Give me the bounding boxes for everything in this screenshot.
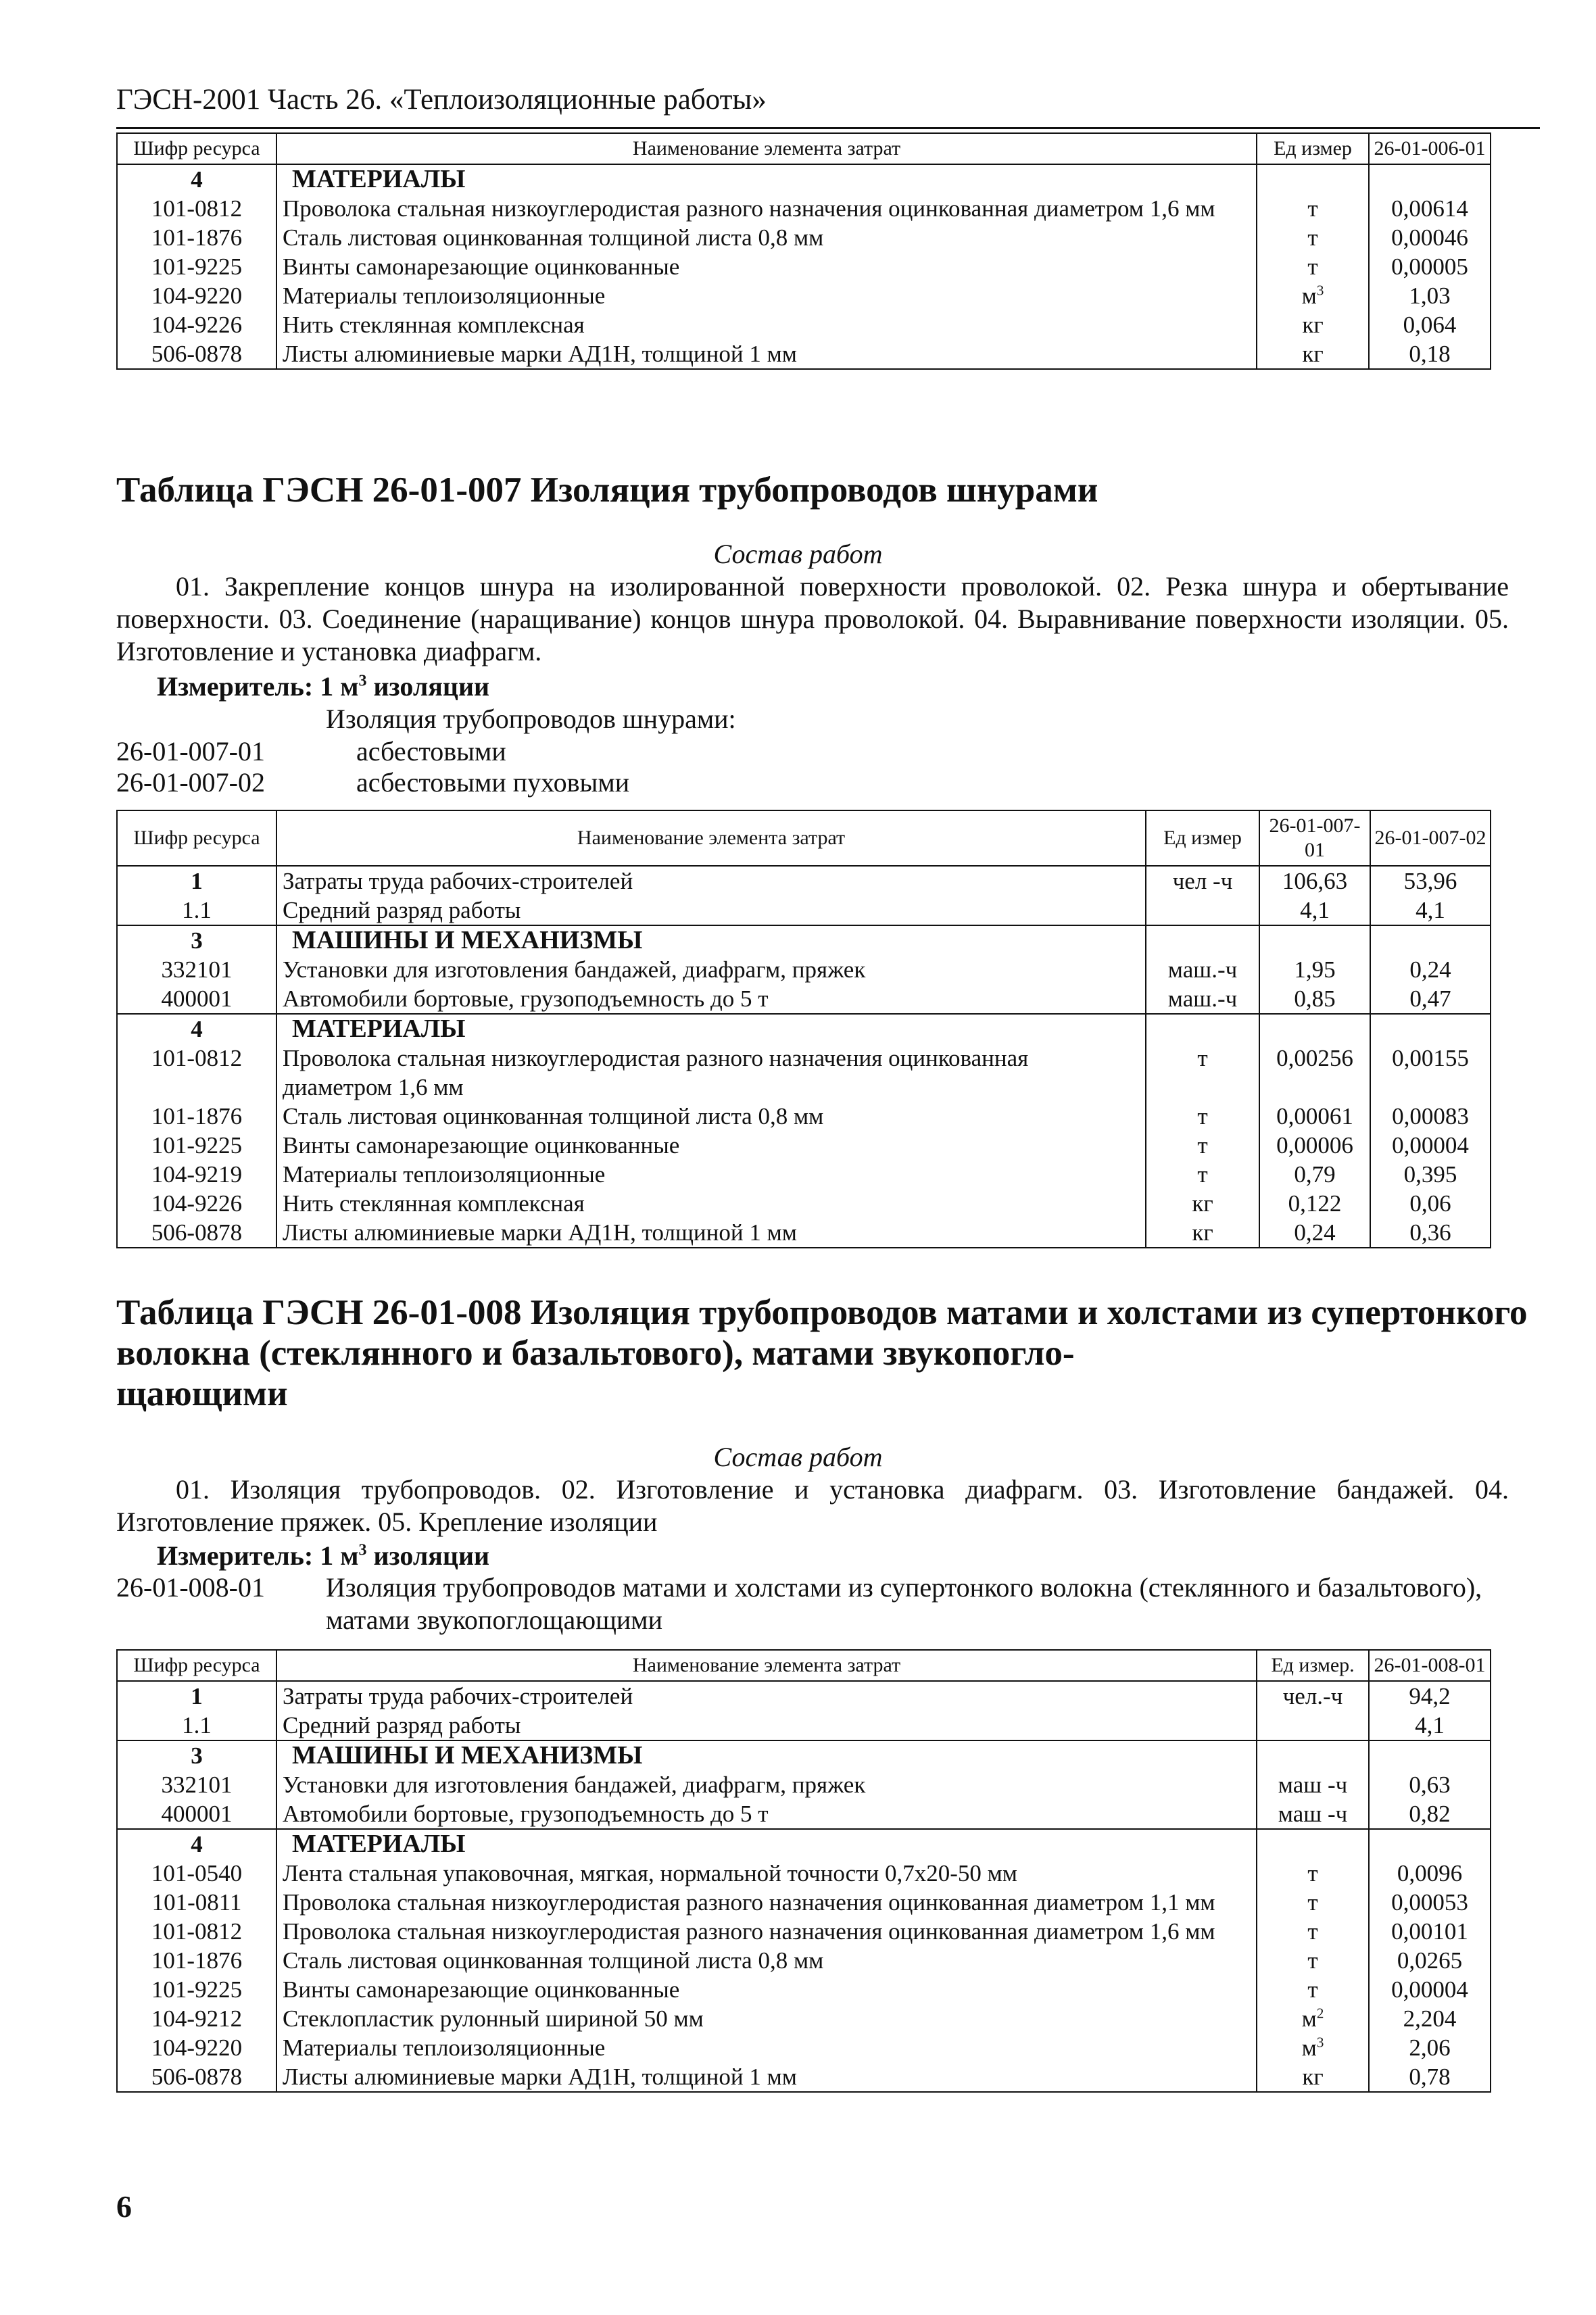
norm-value: 2,204: [1369, 2004, 1491, 2033]
item-text: Изоляция трубопроводов матами и холстами из супертонкого волокна (стеклянного и базальтового), матами звукопоглощающими: [326, 1572, 1482, 1635]
unit-cell: [1146, 925, 1259, 955]
norm-value: 0,79: [1259, 1160, 1370, 1189]
table-row: [117, 1218, 1491, 1248]
norm-value: 0,00006: [1259, 1131, 1370, 1160]
table-row: [117, 984, 1491, 1014]
resource-code: 101-0812: [117, 1917, 276, 1946]
norm-value: 1,95: [1259, 955, 1370, 984]
unit-sup: 3: [1316, 282, 1324, 299]
unit: т: [1307, 253, 1318, 280]
unit-cell: [1257, 1829, 1369, 1859]
column-header: 26-01-007-02: [1370, 810, 1491, 866]
resource-code: 1.1: [117, 896, 276, 925]
table-header-row: [117, 810, 1491, 866]
table-row: [117, 281, 1491, 310]
item-code: 26-01-007-01: [116, 736, 265, 766]
resource-code: 400001: [117, 1799, 276, 1829]
cost-element-name: Установки для изготовления бандажей, диафрагм, пряжек: [276, 955, 1146, 984]
column-header: Наименование элемента затрат: [276, 1650, 1257, 1681]
resource-code: 104-9226: [117, 1189, 276, 1218]
unit: кг: [1302, 2064, 1324, 2090]
cost-element-name: МАШИНЫ И МЕХАНИЗМЫ: [276, 1740, 1257, 1770]
measure-sup: 3: [358, 1541, 367, 1559]
unit: т: [1197, 1103, 1208, 1129]
norm-value: 0,00004: [1369, 1975, 1491, 2004]
cost-element-name: Средний разряд работы: [276, 896, 1146, 925]
unit-cell: [1146, 1044, 1259, 1102]
unit-cell: [1257, 1799, 1369, 1829]
norm-value: 0,24: [1370, 955, 1491, 984]
resource-code: 506-0878: [117, 339, 276, 369]
resource-code: 101-1876: [117, 1946, 276, 1975]
title-line: щающими: [116, 1374, 288, 1413]
unit-cell: [1257, 1946, 1369, 1975]
resource-code: 101-9225: [117, 1975, 276, 2004]
norm-value: [1369, 1740, 1491, 1770]
norm-value: [1370, 1014, 1491, 1044]
measure-line: [157, 671, 489, 703]
table-row: [117, 1917, 1491, 1946]
table-row: [117, 1888, 1491, 1917]
norm-value: 0,064: [1369, 310, 1491, 339]
resource-code: 101-0540: [117, 1859, 276, 1888]
unit: т: [1307, 224, 1318, 251]
norm-value: 0,122: [1259, 1189, 1370, 1218]
unit-cell: [1257, 164, 1369, 194]
column-header: Ед измер.: [1257, 1650, 1369, 1681]
unit-cell: [1257, 223, 1369, 252]
unit: маш -ч: [1278, 1801, 1348, 1827]
unit: т: [1307, 1947, 1318, 1974]
unit: т: [1197, 1132, 1208, 1159]
norm-value: 0,18: [1369, 339, 1491, 369]
section-row: [117, 1740, 1491, 1770]
unit: кг: [1192, 1190, 1213, 1217]
norm-value: [1259, 925, 1370, 955]
norm-value: 0,85: [1259, 984, 1370, 1014]
table-row: [117, 2062, 1491, 2092]
table-row: [117, 1946, 1491, 1975]
cost-element-name: Винты самонарезающие оцинкованные: [276, 1975, 1257, 2004]
norm-value: 94,2: [1369, 1681, 1491, 1711]
column-header: 26-01-007-01: [1259, 810, 1370, 866]
cost-element-name: Затраты труда рабочих-строителей: [276, 1681, 1257, 1711]
title-line: Таблица ГЭСН 26-01-008 Изоляция трубопроводов матами и холстами из супертонкого: [116, 1293, 1528, 1332]
item-text: асбестовыми пуховыми: [356, 767, 630, 798]
title-line: волокна (стеклянного и базальтового), матами звукопогло-: [116, 1334, 1075, 1373]
cost-element-name: Установки для изготовления бандажей, диафрагм, пряжек: [276, 1770, 1257, 1799]
work-composition-text: 01. Закрепление концов шнура на изолированной поверхности проволокой. 02. Резка шнура и обертывание поверхности. 03. Соединение (наращивание) концов шнура проволокой. 04. Выравнивание поверхности изоляции. 05. Изготовление и установка диафрагм.: [116, 571, 1509, 666]
resource-code: 101-9225: [117, 1131, 276, 1160]
resource-code: 4: [117, 1014, 276, 1044]
norm-value: 0,00101: [1369, 1917, 1491, 1946]
unit: маш.-ч: [1167, 985, 1238, 1012]
unit-cell: [1257, 339, 1369, 369]
cost-element-name: Материалы теплоизоляционные: [276, 1160, 1146, 1189]
cost-element-name: Проволока стальная низкоуглеродистая разного назначения оцинкованная диаметром 1,1 мм: [276, 1888, 1257, 1917]
table-header-row: [117, 133, 1491, 164]
norm-value: 0,00004: [1370, 1131, 1491, 1160]
page-number: 6: [116, 2189, 132, 2224]
norm-value: 0,47: [1370, 984, 1491, 1014]
item-subtitle: Изоляция трубопроводов шнурами:: [326, 704, 736, 734]
norm-value: [1369, 164, 1491, 194]
unit-cell: [1146, 1218, 1259, 1248]
resource-code: 104-9212: [117, 2004, 276, 2033]
resource-code: 332101: [117, 1770, 276, 1799]
table-row: [117, 1975, 1491, 2004]
table-row: [117, 1711, 1491, 1740]
unit: маш -ч: [1278, 1772, 1348, 1798]
column-header: Ед измер: [1257, 133, 1369, 164]
column-header: Наименование элемента затрат: [276, 133, 1257, 164]
unit: м: [1301, 2034, 1317, 2061]
resource-code: 101-0812: [117, 194, 276, 223]
unit-cell: [1257, 1711, 1369, 1740]
table-row: [117, 194, 1491, 223]
cost-element-name: Лента стальная упаковочная, мягкая, нормальной точности 0,7х20-50 мм: [276, 1859, 1257, 1888]
column-header: 26-01-008-01: [1369, 1650, 1491, 1681]
measure-sup: 3: [358, 672, 367, 690]
resource-code: 104-9226: [117, 310, 276, 339]
norm-value: 106,63: [1259, 866, 1370, 896]
cost-element-name: Проволока стальная низкоуглеродистая разного назначения оцинкованная диаметром 1,6 мм: [276, 194, 1257, 223]
cost-element-name: Нить стеклянная комплексная: [276, 310, 1257, 339]
item-code: 26-01-008-01: [116, 1572, 265, 1603]
norm-value: 4,1: [1259, 896, 1370, 925]
resource-code: 506-0878: [117, 1218, 276, 1248]
section-row: [117, 925, 1491, 955]
column-header: 26-01-006-01: [1369, 133, 1491, 164]
measure-value: 1 м: [320, 1540, 359, 1571]
column-header: Ед измер: [1146, 810, 1259, 866]
cost-element-name: Затраты труда рабочих-строителей: [276, 866, 1146, 896]
unit-cell: [1257, 1770, 1369, 1799]
norm-value: 0,78: [1369, 2062, 1491, 2092]
norm-value: 4,1: [1370, 896, 1491, 925]
unit-cell: [1257, 194, 1369, 223]
unit-cell: [1257, 2004, 1369, 2033]
resource-code: 104-9220: [117, 2033, 276, 2062]
table-26-01-007: [116, 810, 1491, 1248]
table-row: [117, 1131, 1491, 1160]
unit: т: [1307, 1860, 1318, 1886]
measure-label: Измеритель:: [157, 671, 314, 702]
column-header: Шифр ресурса: [117, 1650, 276, 1681]
work-composition-label: Состав работ: [713, 1442, 883, 1472]
norm-value: 53,96: [1370, 866, 1491, 896]
cost-element-name: Листы алюминиевые марки АД1Н, толщиной 1 мм: [276, 1218, 1146, 1248]
unit: т: [1307, 195, 1318, 222]
unit-cell: [1146, 1102, 1259, 1131]
unit: м: [1301, 2005, 1317, 2032]
cost-element-name: Материалы теплоизоляционные: [276, 2033, 1257, 2062]
norm-value: 0,36: [1370, 1218, 1491, 1248]
table-row: [117, 1799, 1491, 1829]
table-row: [117, 1859, 1491, 1888]
unit: т: [1197, 1045, 1208, 1071]
section-row: [117, 1829, 1491, 1859]
cost-element-name: Листы алюминиевые марки АД1Н, толщиной 1 мм: [276, 2062, 1257, 2092]
table-row: [117, 2004, 1491, 2033]
cost-element-name: Средний разряд работы: [276, 1711, 1257, 1740]
table-row: [117, 252, 1491, 281]
table-header-row: [117, 1650, 1491, 1681]
norm-value: 0,00061: [1259, 1102, 1370, 1131]
unit-cell: [1146, 1160, 1259, 1189]
unit-sup: 3: [1316, 2034, 1324, 2051]
unit-cell: [1146, 984, 1259, 1014]
table-26-01-006: [116, 132, 1491, 370]
table-row: [117, 339, 1491, 369]
section-title-26-01-008: [116, 1292, 1528, 1414]
resource-code: 400001: [117, 984, 276, 1014]
resource-code: 101-1876: [117, 223, 276, 252]
unit-cell: [1257, 1859, 1369, 1888]
unit-cell: [1257, 281, 1369, 310]
cost-element-name: Проволока стальная низкоуглеродистая разного назначения оцинкованная диаметром 1,6 мм: [276, 1917, 1257, 1946]
norm-value: 0,82: [1369, 1799, 1491, 1829]
resource-code: 104-9220: [117, 281, 276, 310]
unit-cell: [1257, 1740, 1369, 1770]
unit-cell: [1257, 1681, 1369, 1711]
unit-cell: [1146, 1131, 1259, 1160]
norm-value: 2,06: [1369, 2033, 1491, 2062]
unit-cell: [1146, 955, 1259, 984]
table-row: [117, 896, 1491, 925]
unit-cell: [1146, 1014, 1259, 1044]
running-header: ГЭСН-2001 Часть 26. «Теплоизоляционные работы»: [116, 80, 1540, 129]
measure-label: Измеритель:: [157, 1540, 314, 1571]
resource-code: 506-0878: [117, 2062, 276, 2092]
norm-value: 0,24: [1259, 1218, 1370, 1248]
table-row: [117, 1160, 1491, 1189]
cost-element-name: Автомобили бортовые, грузоподъемность до 5 т: [276, 984, 1146, 1014]
cost-element-name: Сталь листовая оцинкованная толщиной листа 0,8 мм: [276, 1946, 1257, 1975]
resource-code: 3: [117, 1740, 276, 1770]
unit: кг: [1192, 1219, 1213, 1246]
unit: т: [1307, 1889, 1318, 1916]
table-row: [117, 1681, 1491, 1711]
table-row: [117, 1044, 1491, 1102]
cost-element-name: МАШИНЫ И МЕХАНИЗМЫ: [276, 925, 1146, 955]
resource-code: 101-9225: [117, 252, 276, 281]
norm-value: 0,00155: [1370, 1044, 1491, 1102]
measure-value: 1 м: [320, 671, 359, 702]
cost-element-name: МАТЕРИАЛЫ: [276, 1014, 1146, 1044]
unit-cell: [1146, 1189, 1259, 1218]
norm-value: 0,00083: [1370, 1102, 1491, 1131]
unit-cell: [1257, 310, 1369, 339]
item-code: 26-01-007-02: [116, 767, 265, 798]
norm-value: [1259, 1014, 1370, 1044]
resource-code: 3: [117, 925, 276, 955]
norm-value: 4,1: [1369, 1711, 1491, 1740]
unit-cell: [1257, 1917, 1369, 1946]
column-header: Наименование элемента затрат: [276, 810, 1146, 866]
cost-element-name: Винты самонарезающие оцинкованные: [276, 252, 1257, 281]
column-header: Шифр ресурса: [117, 133, 276, 164]
resource-code: 101-0812: [117, 1044, 276, 1102]
measure-unit: изоляции: [373, 1540, 490, 1571]
unit: м: [1301, 283, 1317, 309]
section-row: [117, 1014, 1491, 1044]
table-row: [117, 1102, 1491, 1131]
norm-value: 0,395: [1370, 1160, 1491, 1189]
unit: чел.-ч: [1282, 1683, 1343, 1709]
resource-code: 104-9219: [117, 1160, 276, 1189]
resource-code: 1: [117, 1681, 276, 1711]
unit-sup: 2: [1316, 2005, 1324, 2022]
unit: т: [1307, 1918, 1318, 1945]
norm-value: 0,0096: [1369, 1859, 1491, 1888]
resource-code: 101-0811: [117, 1888, 276, 1917]
unit-cell: [1146, 866, 1259, 896]
unit-cell: [1257, 2062, 1369, 2092]
column-header: Шифр ресурса: [117, 810, 276, 866]
cost-element-name: МАТЕРИАЛЫ: [276, 1829, 1257, 1859]
measure-unit: изоляции: [373, 671, 490, 702]
resource-code: 4: [117, 164, 276, 194]
unit: т: [1197, 1161, 1208, 1188]
unit-cell: [1146, 896, 1259, 925]
work-composition-text: 01. Изоляция трубопроводов. 02. Изготовление и установка диафрагм. 03. Изготовление бандажей. 04. Изготовление пряжек. 05. Крепление изоляции: [116, 1474, 1509, 1537]
item-text: асбестовыми: [356, 736, 506, 766]
norm-value: 0,00256: [1259, 1044, 1370, 1102]
unit: т: [1307, 1976, 1318, 2003]
unit: кг: [1302, 312, 1324, 338]
resource-code: 332101: [117, 955, 276, 984]
norm-value: 0,00053: [1369, 1888, 1491, 1917]
norm-value: 0,00005: [1369, 252, 1491, 281]
cost-element-name: МАТЕРИАЛЫ: [276, 164, 1257, 194]
table-row: [117, 223, 1491, 252]
unit: чел -ч: [1172, 868, 1233, 894]
work-composition-label: Состав работ: [713, 539, 883, 569]
unit-cell: [1257, 252, 1369, 281]
cost-element-name: Листы алюминиевые марки АД1Н, толщиной 1 мм: [276, 339, 1257, 369]
table-row: [117, 955, 1491, 984]
unit: маш.-ч: [1167, 956, 1238, 983]
table-row: [117, 310, 1491, 339]
norm-value: 0,63: [1369, 1770, 1491, 1799]
table-row: [117, 2033, 1491, 2062]
cost-element-name: Сталь листовая оцинкованная толщиной листа 0,8 мм: [276, 223, 1257, 252]
section-title-26-01-007: Таблица ГЭСН 26-01-007 Изоляция трубопроводов шнурами: [116, 470, 1098, 510]
resource-code: 1: [117, 866, 276, 896]
cost-element-name: Винты самонарезающие оцинкованные: [276, 1131, 1146, 1160]
table-row: [117, 866, 1491, 896]
resource-code: 1.1: [117, 1711, 276, 1740]
measure-line: [157, 1540, 489, 1572]
cost-element-name: Сталь листовая оцинкованная толщиной листа 0,8 мм: [276, 1102, 1146, 1131]
unit-cell: [1257, 1888, 1369, 1917]
unit: кг: [1302, 341, 1324, 367]
norm-value: [1369, 1829, 1491, 1859]
norm-value: 0,00046: [1369, 223, 1491, 252]
section-row: [117, 164, 1491, 194]
norm-value: 0,00614: [1369, 194, 1491, 223]
cost-element-name: Стеклопластик рулонный шириной 50 мм: [276, 2004, 1257, 2033]
resource-code: 101-1876: [117, 1102, 276, 1131]
table-26-01-008: [116, 1649, 1491, 2093]
table-row: [117, 1770, 1491, 1799]
norm-value: 0,06: [1370, 1189, 1491, 1218]
cost-element-name: Проволока стальная низкоуглеродистая разного назначения оцинкованная диаметром 1,6 мм: [276, 1044, 1146, 1102]
cost-element-name: Материалы теплоизоляционные: [276, 281, 1257, 310]
unit-cell: [1257, 2033, 1369, 2062]
norm-value: 0,0265: [1369, 1946, 1491, 1975]
norm-value: 1,03: [1369, 281, 1491, 310]
cost-element-name: Нить стеклянная комплексная: [276, 1189, 1146, 1218]
cost-element-name: Автомобили бортовые, грузоподъемность до 5 т: [276, 1799, 1257, 1829]
unit-cell: [1257, 1975, 1369, 2004]
table-row: [117, 1189, 1491, 1218]
norm-value: [1370, 925, 1491, 955]
resource-code: 4: [117, 1829, 276, 1859]
